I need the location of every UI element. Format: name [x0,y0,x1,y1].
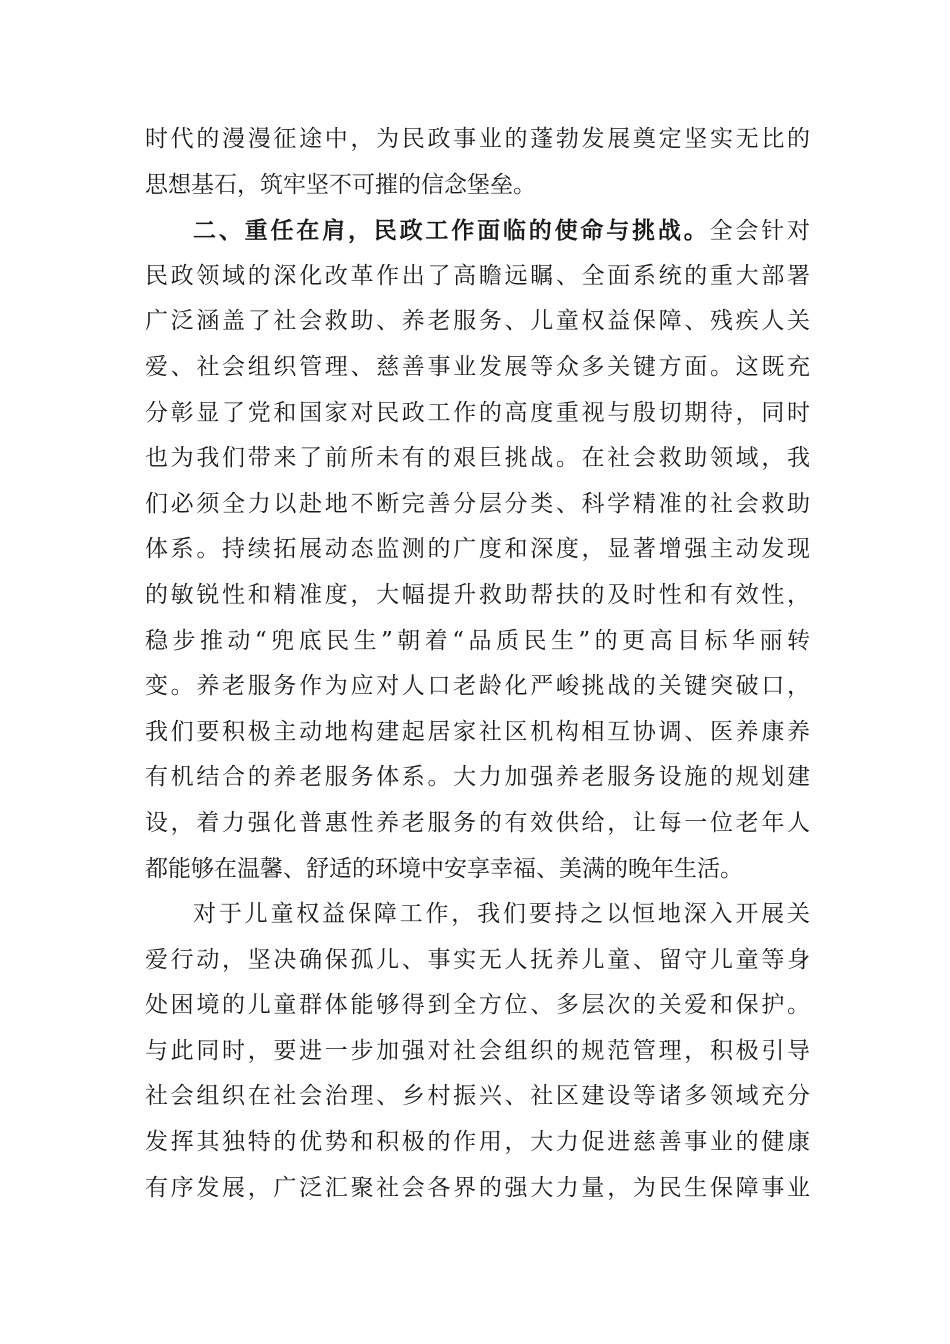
section-heading: 二、重任在肩，民政工作面临的使命与挑战。 [193,217,710,245]
text-line: 也为我们带来了前所未有的艰巨挑战。在社会救助领域，我 [145,445,810,472]
body-text [145,117,810,1211]
text-line: 变。养老服务作为应对人口老龄化严峻挑战的关键突破口， [145,673,810,700]
text-line: 体系。持续拓展动态监测的广度和深度，显著增强主动发现 [145,536,810,563]
text-line: 社会组织在社会治理、乡村振兴、社区建设等诸多领域充分 [145,1083,810,1110]
text-line: 时代的漫漫征途中，为民政事业的蓬勃发展奠定坚实无比的 [145,126,810,152]
text-line: 们必须全力以赴地不断完善分层分类、科学精准的社会救助 [145,490,810,517]
text-line: 有序发展，广泛汇聚社会各界的强大力量，为民生保障事业 [145,1174,810,1201]
text-line: 有机结合的养老服务体系。大力加强养老服务设施的规划建 [145,764,810,791]
paragraph-start-line: 对于儿童权益保障工作，我们要持之以恒地深入开展关 [193,901,810,928]
text-line: 思想基石，筑牢坚不可摧的信念堡垒。 [145,171,536,198]
text-line: 设，着力强化普惠性养老服务的有效供给，让每一位老年人 [145,809,810,836]
text-line: 处困境的儿童群体能够得到全方位、多层次的关爱和保护。 [145,992,810,1019]
text-run: 全会针对 [709,218,811,245]
text-line: 我们要积极主动地构建起居家社区机构相互协调、医养康养 [145,718,810,745]
text-line: 分彰显了党和国家对民政工作的高度重视与殷切期待，同时 [145,399,810,426]
section-heading-line [145,208,810,254]
text-line: 民政领域的深化改革作出了高瞻远瞩、全面系统的重大部署 [145,262,810,289]
text-line: 广泛涵盖了社会救助、养老服务、儿童权益保障、残疾人关 [145,308,810,335]
text-line: 稳步推动“兜底民生”朝着“品质民生”的更高目标华丽转 [145,627,810,654]
text-line: 爱、社会组织管理、慈善事业发展等众多关键方面。这既充 [145,353,810,380]
text-line: 发挥其独特的优势和积极的作用，大力促进慈善事业的健康 [145,1129,810,1156]
text-line: 与此同时，要进一步加强对社会组织的规范管理，积极引导 [145,1037,810,1064]
text-line: 都能够在温馨、舒适的环境中安享幸福、美满的晚年生活。 [145,855,743,882]
text-line: 的敏锐性和精准度，大幅提升救助帮扶的及时性和有效性， [145,581,810,608]
text-line: 爱行动，坚决确保孤儿、事实无人抚养儿童、留守儿童等身 [145,946,810,973]
